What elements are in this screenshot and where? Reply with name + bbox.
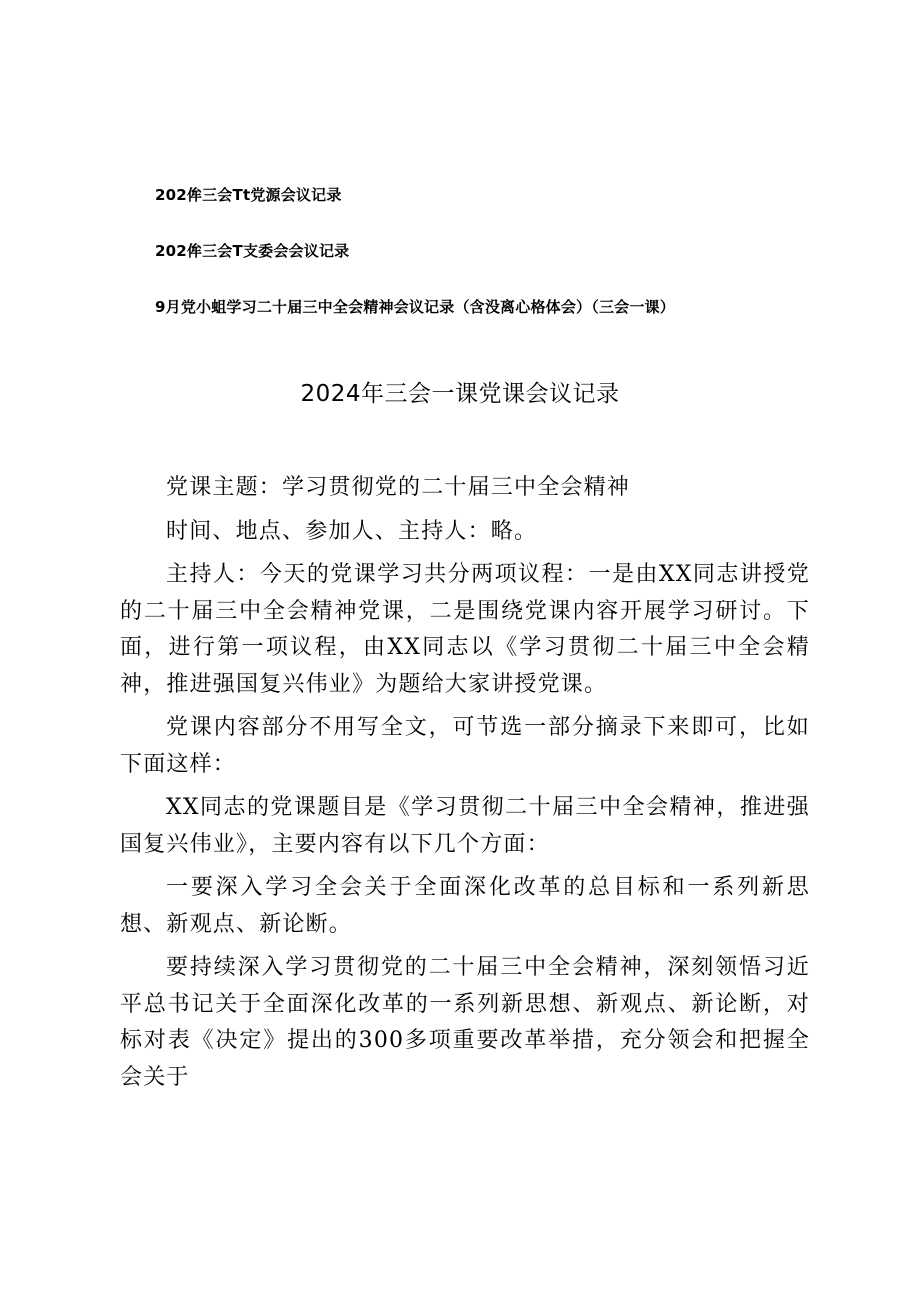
paragraph-point-one: 一要深入学习全会关于全面深化改革的总目标和一系列新思想、新观点、新论断。 bbox=[120, 875, 810, 937]
document-title: 2024年三会一课党课会议记录 bbox=[300, 381, 620, 407]
paragraph-host-intro: 主持人：今天的党课学习共分两项议程：一是由XX同志讲授党的二十届三中全会精神党课，二是围绕党课内容开展学习研讨。下面，进行第一项议程，由XX同志以《学习贯彻二十届三中全会精神，推进强国复兴伟业》为题给大家讲授党课。 bbox=[120, 562, 810, 697]
related-document-link[interactable]: 9月党小蛆学习二十届三中全会精神会议记录（含没离心格体会）（三会一课） bbox=[155, 298, 675, 316]
paragraph-lecture-title: XX同志的党课题目是《学习贯彻二十届三中全会精神，推进强国复兴伟业》，主要内容有以下几个方面： bbox=[120, 795, 810, 857]
document-body bbox=[120, 470, 810, 1103]
related-document-link[interactable]: 202侔三会Tt党源会议记录 bbox=[155, 186, 342, 204]
related-document-link[interactable]: 202侔三会T支委会会议记录 bbox=[155, 242, 350, 260]
related-documents-list bbox=[155, 184, 855, 352]
paragraph-continued: 要持续深入学习贯彻党的二十届三中全会精神，深刻领悟习近平总书记关于全面深化改革的一系列新思想、新观点、新论断，对标对表《决定》提出的300多项重要改革举措，充分领会和把握全会关于 bbox=[120, 955, 810, 1090]
paragraph-topic: 党课主题：学习贯彻党的二十届三中全会精神 bbox=[166, 475, 631, 500]
paragraph-attendance: 时间、地点、参加人、主持人：略。 bbox=[166, 518, 538, 544]
paragraph-note: 党课内容部分不用写全文，可节选一部分摘录下来即可，比如下面这样： bbox=[120, 715, 810, 777]
